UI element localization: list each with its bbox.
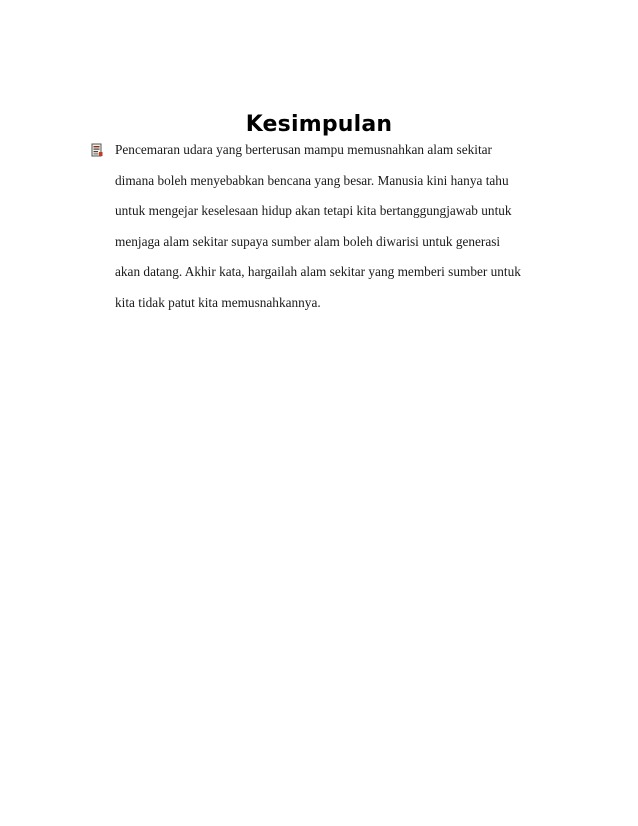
document-bullet-icon: [90, 143, 104, 157]
paragraph-line: Pencemaran udara yang berterusan mampu memusnahkan alam sekitar: [115, 142, 492, 157]
paragraph-line: untuk mengejar keselesaan hidup akan tetapi kita bertanggungjawab untuk: [115, 203, 512, 218]
conclusion-paragraph: [115, 140, 575, 323]
page-title: Kesimpulan: [245, 112, 393, 137]
paragraph-line: dimana boleh menyebabkan bencana yang besar. Manusia kini hanya tahu: [115, 172, 509, 188]
paragraph-line: akan datang. Akhir kata, hargailah alam sekitar yang memberi sumber untuk: [115, 264, 521, 279]
paragraph-line: kita tidak patut kita memusnahkannya.: [115, 294, 321, 310]
paragraph-line: menjaga alam sekitar supaya sumber alam boleh diwarisi untuk generasi: [115, 233, 501, 249]
